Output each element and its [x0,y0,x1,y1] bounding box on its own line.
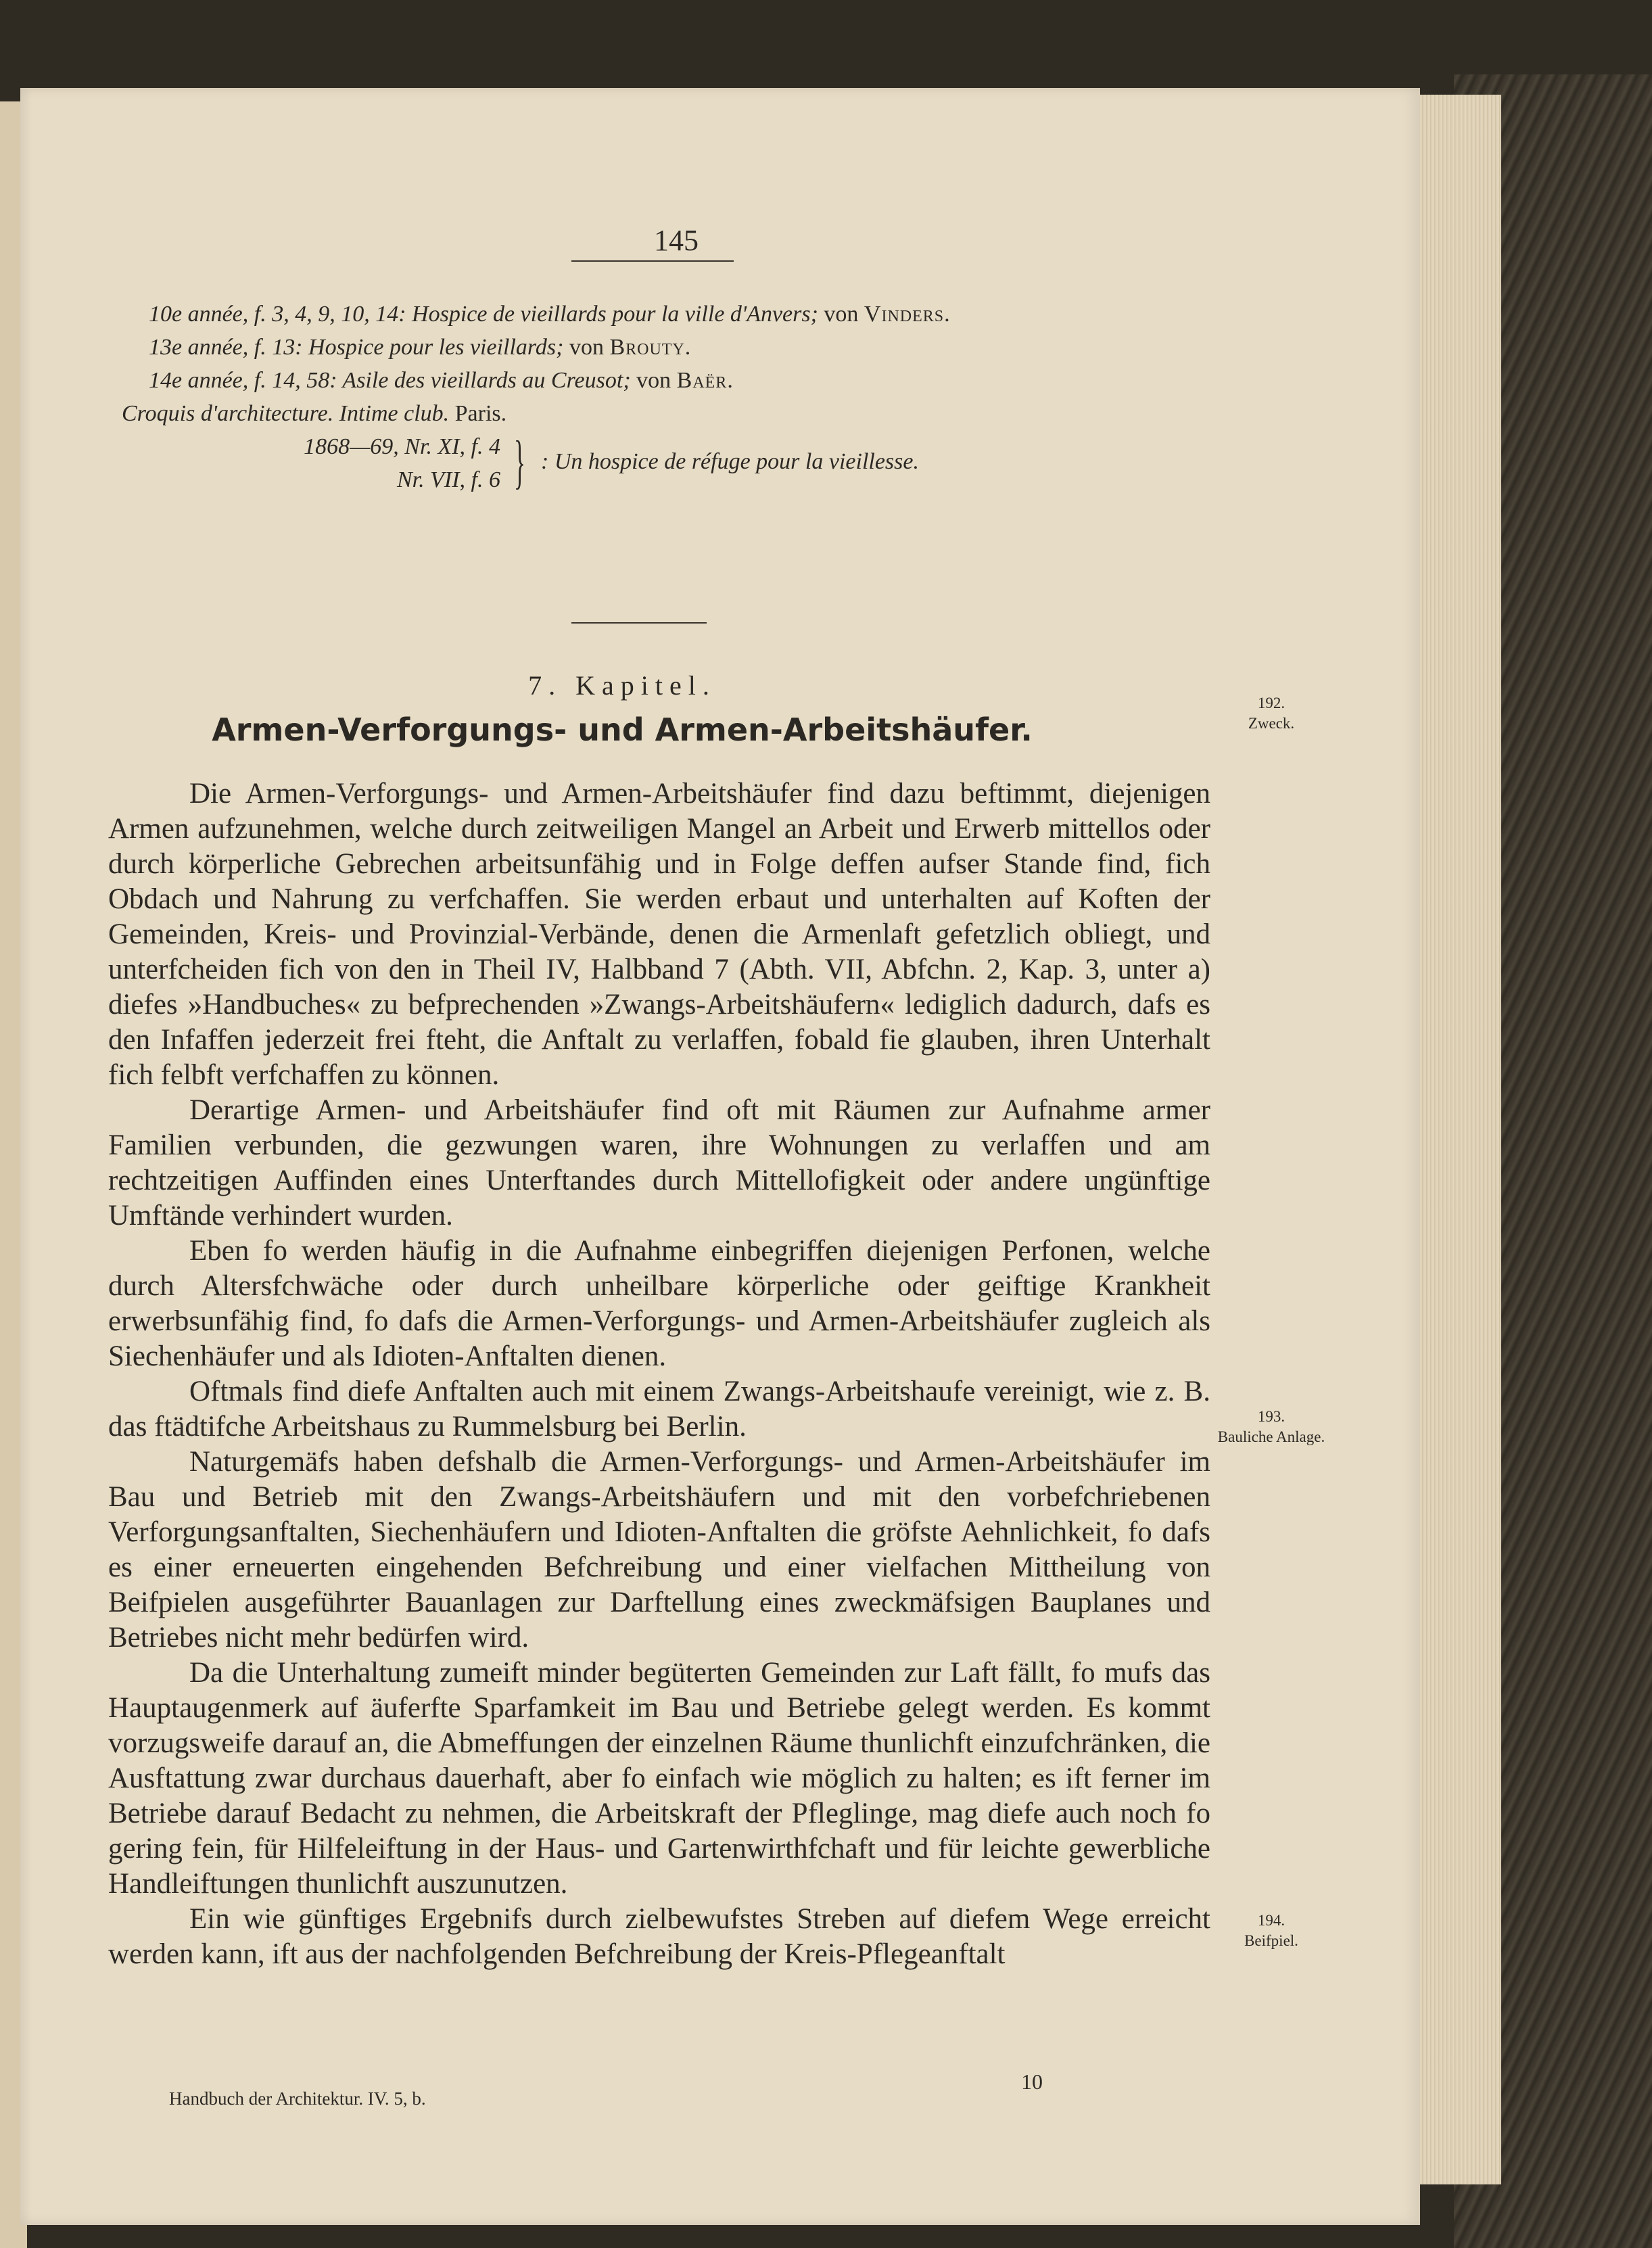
chapter-number: 7. Kapitel. [528,670,716,701]
paragraph: Da die Unterhaltung zumeift minder begüterten Gemeinden zur Laft fällt, fo mufs das Hauptaugenmerk auf äuferfte Sparfamkeit im Bau und Betriebe gelegt werden. Es kommt vorzugsweife darauf an, die Abmeffungen der einzelnen Räume thunlichft einzufchränken, die Ausftattung zwar durchaus dauerhaft, aber fo einfach wie möglich zu halten; es ift ferner im Betriebe darauf Bedacht zu nehmen, die Arbeitskraft der Pfleglinge, mag diefe auch noch fo gering fein, für Hilfeleiftung in der Haus- und Gartenwirthfchaft und für leichte gewerbliche Handleiftungen thunlichft auszunutzen. [108,1657,1210,1900]
paragraph: Oftmals find diefe Anftalten auch mit einem Zwangs-Arbeitshaufe vereinigt, wie z. B. das ftädtifche Arbeitshaus zu Rummelsburg bei Berlin. [108,1376,1210,1443]
book-page [20,88,1420,2225]
chapter-title: Armen-Verforgungs- und Armen-Arbeitshäufer. [212,711,1033,748]
brace-reference-issues: 1868—69, Nr. XI, f. 4 Nr. VII, f. 6 [304,434,500,492]
reference-line: 13e année, f. 13: Hospice pour les vieillards; von Brouty. [149,335,692,360]
reference-list [122,298,1150,505]
reference-line: 14e année, f. 14, 58: Asile des vieillards au Creusot; von Baër. [149,368,734,393]
paragraph: Die Armen-Verforgungs- und Armen-Arbeitshäufer find dazu beftimmt, diejenigen Armen aufzunehmen, welche durch zeitweiligen Mangel an Arbeit und Erwerb mittellos oder durch körperliche Gebrechen arbeitsunfähig und in Folge deffen aufser Stande find, fich Obdach und Nahrung zu verfchaffen. Sie werden erbaut und unterhalten auf Koften der Gemeinden, Kreis- und Provinzial-Verbände, denen die Armenlaft gefetzlich obliegt, und unterfcheiden fich von den in Theil IV, Halbband 7 (Abth. VII, Abfchn. 2, Kap. 3, unter a) diefes »Handbuches« zu befprechenden »Zwangs-Arbeitshäufern« lediglich dadurch, dafs es den Infaffen jederzeit frei fteht, die Anftalt zu verlaffen, fobald fie glauben, ihren Unterhalt fich felbft verfchaffen zu können. [108,778,1210,1091]
paragraph: Eben fo werden häufig in die Aufnahme einbegriffen diejenigen Perfonen, welche durch Altersfchwäche oder durch unheilbare körperliche oder geiftige Krankheit erwerbsunfähig find, fo dafs die Armen-Verforgungs- und Armen-Arbeitshäufer zugleich als Siechenhäufer und als Idioten-Anftalten dienen. [108,1235,1210,1372]
header-rule [571,260,734,262]
page-number: 145 [654,224,699,257]
section-rule [571,622,707,624]
brace-reference-title: : Un hospice de réfuge pour la vieillesse. [541,449,919,474]
footer-source: Handbuch der Architektur. IV. 5, b. [169,2088,426,2109]
page-stack-edge [1407,95,1501,2184]
margin-note-beispiel: 194. Beifpiel. [1244,1912,1298,1949]
margin-note-bauliche-anlage: 193. Bauliche Anlage. [1217,1408,1325,1445]
signature-mark: 10 [1021,2069,1043,2094]
reference-line: 10e année, f. 3, 4, 9, 10, 14: Hospice de vieillards pour la ville d'Anvers; von Vinders. [149,302,951,327]
brace-reference [122,430,1150,505]
margin-note-zweck: 192. Zweck. [1248,695,1295,732]
paragraph: Derartige Armen- und Arbeitshäufer find oft mit Räumen zur Aufnahme armer Familien verbunden, die gezwungen waren, ihre Wohnungen zu verlaffen und am rechtzeitigen Auffinden eines Unterftandes durch Mittellofigkeit oder andere ungünftige Umftände verhindert wurden. [108,1094,1210,1232]
body-text [108,776,1210,1972]
paragraph: Naturgemäfs haben defshalb die Armen-Verforgungs- und Armen-Arbeitshäufer im Bau und Betrieb mit den Zwangs-Arbeitshäufern und mit den vorbefchriebenen Verforgungsanftalten, Siechenhäufern und Idioten-Anftalten die gröfste Aehnlichkeit, fo dafs es einer erneuerten eingehenden Befchreibung und einer vielfachen Mittheilung von Beifpielen ausgeführter Bauanlagen zur Darftellung eines zweckmäfsigen Bauplanes und Betriebes nicht mehr bedürfen wird. [108,1446,1210,1654]
curly-brace-icon: } [514,429,525,495]
reference-line: Croquis d'architecture. Intime club. Paris. [122,401,507,426]
paragraph: Ein wie günftiges Ergebnifs durch zielbewufstes Streben auf diefem Wege erreicht werden kann, ift aus der nachfolgenden Befchreibung der Kreis-Pflegeanftalt [108,1903,1210,1970]
